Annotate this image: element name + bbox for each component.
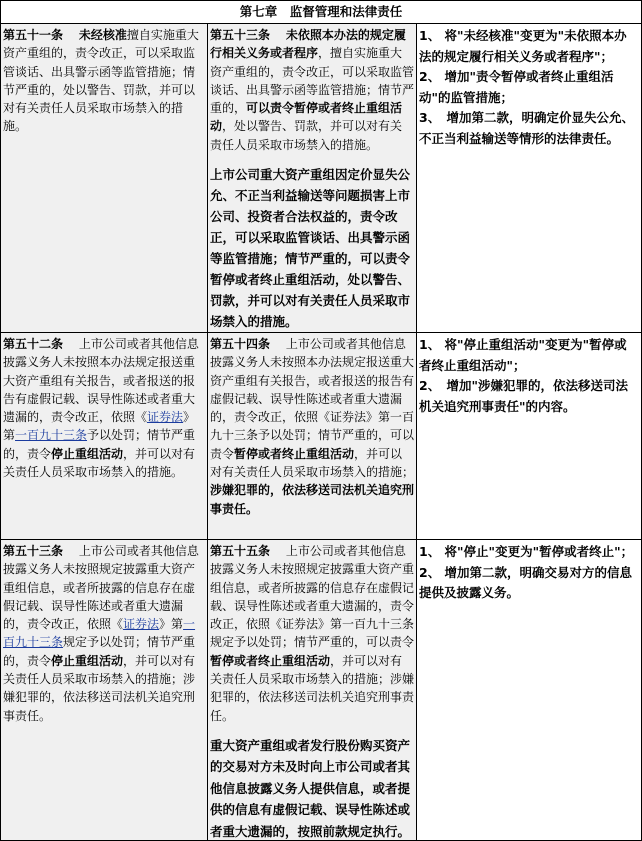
new-paragraph: 重大资产重组或者发行股份购买资产的交易对方未及时向上市公司或者其他信息披露义务人提供信息，或者提供的信息有虚假记载、误导性陈述或者重大遗漏的，按照前款规定执行。 bbox=[210, 737, 411, 839]
article-number: 第五十一条 bbox=[3, 28, 64, 42]
highlight-text: 暂停或者终止重组活动 bbox=[210, 653, 331, 668]
note-item: 1、 将"未经核准"变更为"未依照本办法的规定履行相关义务或者程序"； bbox=[419, 28, 627, 64]
highlight-text: 未依照本办法的规定履行相关义务或者程序 bbox=[210, 28, 406, 61]
note-item: 2、 增加"责令暂停或者终止重组活动"的监管措施； bbox=[419, 69, 614, 105]
article-number: 第五十四条 bbox=[210, 337, 271, 351]
article-text: 上市公司或者其他信息披露义务人未按照本办法规定报送重大资产重组有关报告，或者报送的报告有虚假记载、误导性陈述或者重大遗漏的，责令改正，依照《 bbox=[3, 337, 199, 425]
chapter-title: 第七章 监督管理和法律责任 bbox=[0, 0, 642, 24]
article-text: 上市公司或者其他信息披露义务人未按照规定披露重大资产重组信息，或者所披露的信息存在虚假记载、误导性陈述或者重大遗漏的，责令改正，依照《证券法》第一百九十三条规定予以处罚；情节严重的，可以责令 bbox=[210, 544, 415, 650]
article-text: 》第 bbox=[159, 617, 184, 632]
article-text: 》第 bbox=[3, 410, 196, 443]
highlight-text: 暂停或者终止重组活动 bbox=[234, 446, 355, 461]
article-text: ，处以警告、罚款，并可以对有关责任人员采取市场禁入的措施。 bbox=[210, 119, 403, 152]
article-number: 第五十五条 bbox=[210, 544, 271, 558]
article-text: 擅自实施重大资产重组的，责令改正，可以采取监管谈话、出具警示函等监管措施；情节严重的，处以警告、罚款，并可以对有关责任人员采取市场禁入的措施。 bbox=[3, 28, 199, 134]
securities-law-link[interactable]: 证券法 bbox=[123, 617, 160, 632]
highlight-text: 停止重组活动 bbox=[51, 653, 124, 668]
note-item: 3、 增加第二款，明确定价显失公允、不正当利益输送等情形的法律责任。 bbox=[419, 110, 634, 146]
highlight-text: 停止重组活动 bbox=[51, 446, 124, 461]
article-number: 第五十三条 bbox=[3, 544, 64, 558]
highlight-text: 涉嫌犯罪的，依法移送司法机关追究刑事责任。 bbox=[210, 483, 415, 516]
highlight-text: 未经核准 bbox=[78, 28, 127, 42]
article-text: 上市公司或者其他信息披露义务人未按照本办法规定报送重大资产重组有关报告，或者报送的报告有虚假记载、误导性陈述或者重大遗漏的，责令改正，依照《证券法》第一百九十三条予以处罚；情节严重的，可以责令 bbox=[210, 337, 415, 461]
note-item: 2、 增加第二款，明确交易对方的信息提供及披露义务。 bbox=[419, 564, 633, 600]
article-193-link[interactable]: 一百九十三条 bbox=[3, 617, 196, 650]
article-text: ，擅自实施重大资产重组的，责令改正，可以采取监管谈话、出具警示函等监管措施；情节严重的， bbox=[210, 46, 415, 116]
article-text: 予以处罚；情节严重的，责令 bbox=[3, 428, 196, 461]
article-number: 第五十三条 bbox=[210, 28, 271, 42]
note-item: 2、 增加"涉嫌犯罪的，依法移送司法机关追究刑事责任"的内容。 bbox=[419, 378, 628, 414]
old-article-cell bbox=[0, 23, 208, 333]
article-text: ，并可以对有关责任人员采取市场禁入的措施；涉嫌犯罪的，依法移送司法机关追究刑事责任。 bbox=[3, 653, 196, 723]
article-text: ，并可以对有关责任人员采取市场禁入的措施。 bbox=[3, 446, 196, 480]
article-text: ，并可以对有关责任人员采取市场禁入的措施； bbox=[210, 446, 415, 480]
note-item: 1、 将"停止"变更为"暂停或者终止"； bbox=[419, 544, 634, 559]
old-article-cell bbox=[0, 332, 208, 540]
new-article-cell bbox=[207, 332, 417, 540]
old-article-cell bbox=[0, 539, 208, 841]
article-text: 上市公司或者其他信息披露义务人未按照规定披露重大资产重组信息，或者所披露的信息存在虚假记载、误导性陈述或者重大遗漏的，责令改正，依照《 bbox=[3, 544, 199, 632]
note-item: 1、 将"停止重组活动"变更为"暂停或者终止重组活动"； bbox=[419, 337, 627, 373]
notes-cell bbox=[416, 332, 642, 540]
article-number: 第五十二条 bbox=[3, 337, 64, 351]
article-text: 规定予以处罚；情节严重的，责令 bbox=[3, 635, 196, 668]
article-text: ，并可以对有关责任人员采取市场禁入的措施；涉嫌犯罪的，依法移送司法机关追究刑事责任。 bbox=[210, 653, 415, 723]
notes-cell bbox=[416, 539, 642, 841]
new-article-cell bbox=[207, 23, 417, 333]
new-article-cell bbox=[207, 539, 417, 841]
article-193-link[interactable]: 一百九十三条 bbox=[15, 428, 88, 443]
securities-law-link[interactable]: 证券法 bbox=[147, 410, 184, 425]
notes-cell bbox=[416, 23, 642, 333]
highlight-text: 可以责令暂停或者终止重组活动 bbox=[210, 101, 403, 134]
new-paragraph: 上市公司重大资产重组因定价显失公允、不正当利益输送等问题损害上市公司、投资者合法权益的，责令改正，可以采取监管谈话、出具警示函等监管措施；情节严重的，可以责令暂停或者终止重组活动，处以警告、罚款，并可以对有关责任人员采取市场禁入的措施。 bbox=[210, 167, 411, 330]
